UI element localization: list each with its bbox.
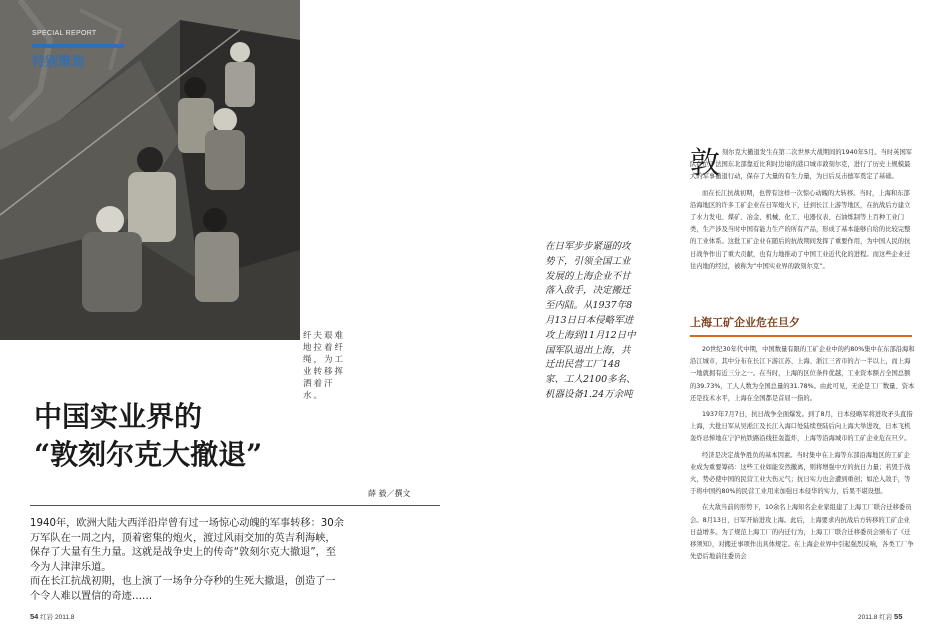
drop-cap: 敦 bbox=[690, 146, 720, 181]
section-p1: 20世纪30年代中期，中国数量有限的工矿企业中的约80%集中在东部沿海和沿江城市，其中分布在长江下游江苏、上海、浙江三省市的占一半以上，而上海一地就拥有近三分之一。在当时，上海的区位条件优越，工业资本额占全国总额的39.73%，工人人数为全国总量的31.78%。由此可见，无论是工厂数量、资本还是技术水平，上海在全国都是首屈一指的。 bbox=[690, 346, 915, 402]
folio-left-number: 54 bbox=[30, 612, 39, 621]
title-line-1: 中国实业界的 bbox=[34, 400, 203, 433]
lead-p1: 1940年，欧洲大陆大西洋沿岸曾有过一场惊心动魄的军事转移：30余万军队在一周之内，顶着密集的炮火，渡过风雨交加的英吉利海峡，保存了大量有生力量。这就是战争史上的传奇“敦刻尔克大撤退”，至今为人津津乐道。 bbox=[30, 518, 344, 573]
lead-paragraph bbox=[30, 517, 345, 604]
section-p4: 在大敌当前的形势下，10余名上海知名企业家组建了上海工厂联合迁移委员会。8月13日，日军开始进攻上海。此后，上海要求内抗战后方转移的工矿企业日益增多。为了规范上海工厂的内迁行为，上海工厂联合迁移委员会颁布了《迁移须知》，对搬迁事项作出具体规定。在上海企业界中引起强烈反响，各类工厂争先恐后地前往委员会 bbox=[690, 504, 914, 561]
section-p2: 1937年7月7日，抗日战争全面爆发。到了8月，日本侵略军将进攻矛头直指上海，大批日军从吴淞江及长江入海口处陆续登陆后向上海大举进攻，日本飞机轰炸忌惮地在宁沪杭铁路沿线狂轰滥炸，上海等沿海城市的工矿企业危在旦夕。 bbox=[690, 411, 913, 443]
lead-p2: 而在长江抗战初期，也上演了一场争分夺秒的生死大撤退，创造了一个令人难以置信的奇迹…… bbox=[30, 576, 336, 602]
article-title bbox=[34, 398, 262, 474]
intro-p2: 而在长江抗战初期，也曾有这样一次惊心动魄的大转移。当时，上海和东部沿海地区的许多工矿企业在日军炮火下，迁到长江上游等地区，在抗战后方建立了水力发电、煤矿、冶金、机械、化工、电器仪表、石油炼制等上百种工业门类，生产涉及当时中国有能力生产的所有产品，形成了基本能够自给的比较完整的工业体系。这批工矿企业在随后的抗战期间发挥了重要作用，为中国人民的抗日战争作出了重大贡献，也有力地推动了中国工业近代化的进程。而这些企业迁往内地的经过，被称为“中国实业界的敦刻尔克”。 bbox=[690, 189, 911, 270]
folio-left-issue: 2011.8 bbox=[54, 614, 75, 621]
photo-caption: 纤夫艰难地拉着纤绳，为工业转移挥洒着汗水。 bbox=[303, 331, 346, 401]
folio-right-issue: 2011.8 bbox=[858, 614, 878, 621]
folio-right-mag: 红岩 bbox=[879, 614, 893, 621]
kicker-zh: 特别策划 bbox=[32, 55, 85, 70]
kicker-en: SPECIAL REPORT bbox=[32, 30, 97, 37]
byline: 薛 毅／撰文 bbox=[368, 489, 411, 498]
folio-right-number: 55 bbox=[894, 612, 903, 621]
section-heading: 上海工矿企业危在旦夕 bbox=[690, 314, 912, 337]
title-line-2: “敦刻尔克大撤退” bbox=[34, 438, 263, 471]
intro-body bbox=[690, 147, 915, 277]
kicker-bar bbox=[32, 44, 124, 48]
byline-rule bbox=[30, 505, 440, 506]
folio-left bbox=[30, 612, 74, 621]
folio-left-mag: 红岩 bbox=[40, 614, 54, 621]
section-p3: 经济是决定战争胜负的基本因素。当时集中在上海等东部沿海地区的工矿企业成为重要筹码：这些工业如能安然撤离，则将增强中方的抗日力量；若毁于战火，势必使中国的民营工业大伤元气；抗日实力也会遭到重创；如沦入敌手，等于将中国约80%的民营工业用来加强日本侵华的实力，后果不堪设想。 bbox=[690, 451, 911, 496]
pull-quote: 在日军步步紧逼的攻势下，引领全国工业发展的上海企业不甘落入敌手，决定搬迁至内陆。从1937年8月13日日本侵略军进攻上海到11月12日中国军队退出上海，共迁出民营工厂148家、工人2100多名、机器设备1.24万余吨 bbox=[545, 241, 636, 400]
folio-right bbox=[858, 612, 902, 621]
section-body bbox=[690, 344, 915, 567]
intro-p1: 刻尔克大撤退发生在第二次世界大战期间的1940年5月。当时英国军队在位于法国东北部靠近比利时边境的港口城市敦刻尔克，进行了历史上规模最大的军事撤退行动，保存了大量的有生力量，为日后反击德军奠定了基础。 bbox=[690, 149, 913, 181]
